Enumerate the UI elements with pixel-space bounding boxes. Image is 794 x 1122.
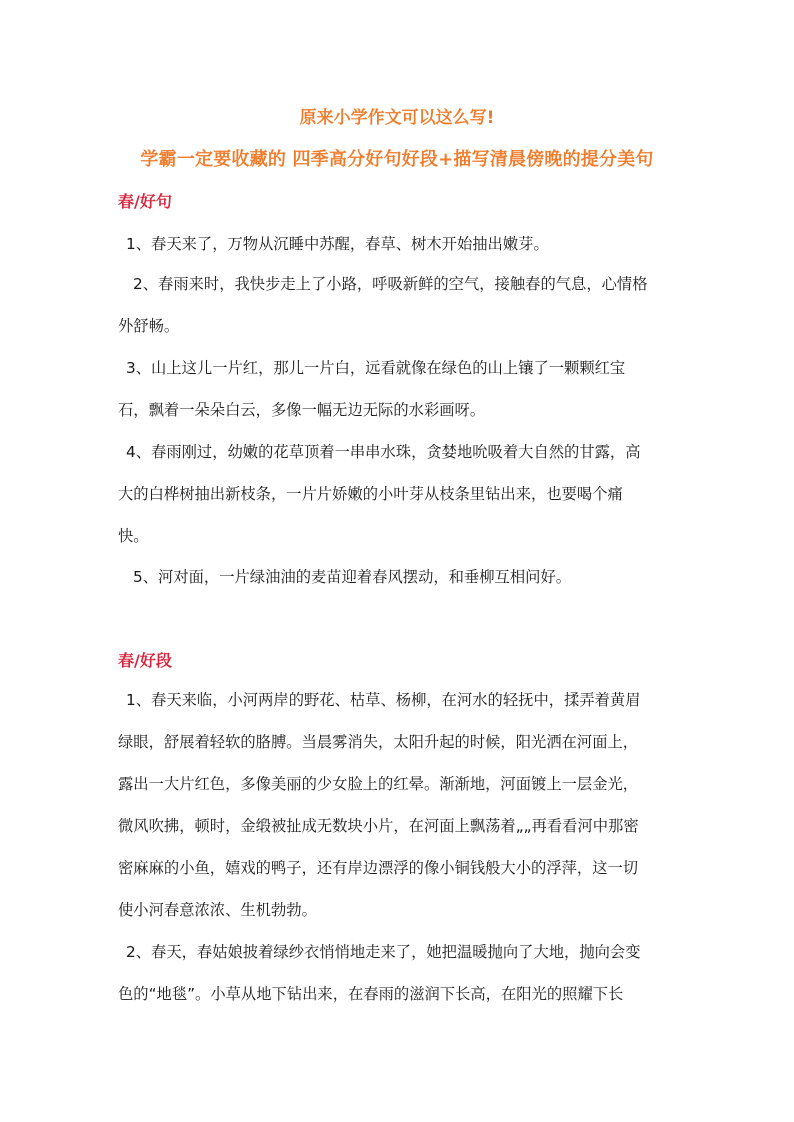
paragraph-line: 色的“地毯”。小草从地下钻出来，在春雨的滋润下长高，在阳光的照耀下长 [118,985,624,1003]
paragraph-line: 微风吹拂，顿时，金缎被扯成无数块小片，在河面上飘荡着„„再看看河中那密 [118,817,639,835]
paragraph-line: 1、春天来临，小河两岸的野花、枯草、杨柳，在河水的轻抚中，揉弄着黄眉 [126,691,641,709]
paragraph-line: 密麻麻的小鱼，嬉戏的鸭子，还有岸边漂浮的像小铜钱般大小的浮萍，这一切 [118,859,639,877]
paragraph-line: 绿眼，舒展着轻软的胳膊。当晨雾消失，太阳升起的时候，阳光洒在河面上， [118,733,639,751]
paragraph-line: 外舒畅。 [118,317,180,335]
paragraph-line: 石，飘着一朵朵白云，多像一幅无边无际的水彩画呀。 [118,401,486,419]
section-heading-spring-paragraphs: 春/好段 [118,651,172,670]
paragraph-line: 1、春天来了，万物从沉睡中苏醒，春草、树木开始抽出嫩芽。 [126,235,549,253]
document-title: 原来小学作文可以这么写! [299,108,495,128]
paragraph-line: 露出一大片红色，多像美丽的少女脸上的红晕。渐渐地，河面镀上一层金光， [118,775,639,793]
paragraph-line: 使小河春意浓浓、生机勃勃。 [118,901,317,919]
paragraph-line: 4、春雨刚过，幼嫩的花草顶着一串串水珠，贪婪地吮吸着大自然的甘露，高 [126,443,641,461]
section-heading-spring-sentences: 春/好句 [118,192,172,211]
paragraph-line: 大的白桦树抽出新枝条，一片片娇嫩的小叶芽从枝条里钻出来，也要喝个痛 [118,485,623,503]
paragraph-line: 3、山上这儿一片红，那儿一片白，远看就像在绿色的山上镶了一颗颗红宝 [126,359,626,377]
paragraph-line: 2、春雨来时，我快步走上了小路，呼吸新鲜的空气，接触春的气息，心情格 [133,275,648,293]
paragraph-line: 快。 [118,527,149,545]
paragraph-line: 5、河对面，一片绿油油的麦苗迎着春风摆动，和垂柳互相问好。 [133,568,572,586]
paragraph-line: 2、春天，春姑娘披着绿纱衣悄悄地走来了，她把温暖抛向了大地，抛向会变 [126,943,641,961]
document-subtitle: 学霸一定要收藏的 四季高分好句好段+描写清晨傍晚的提分美句 [140,149,654,170]
